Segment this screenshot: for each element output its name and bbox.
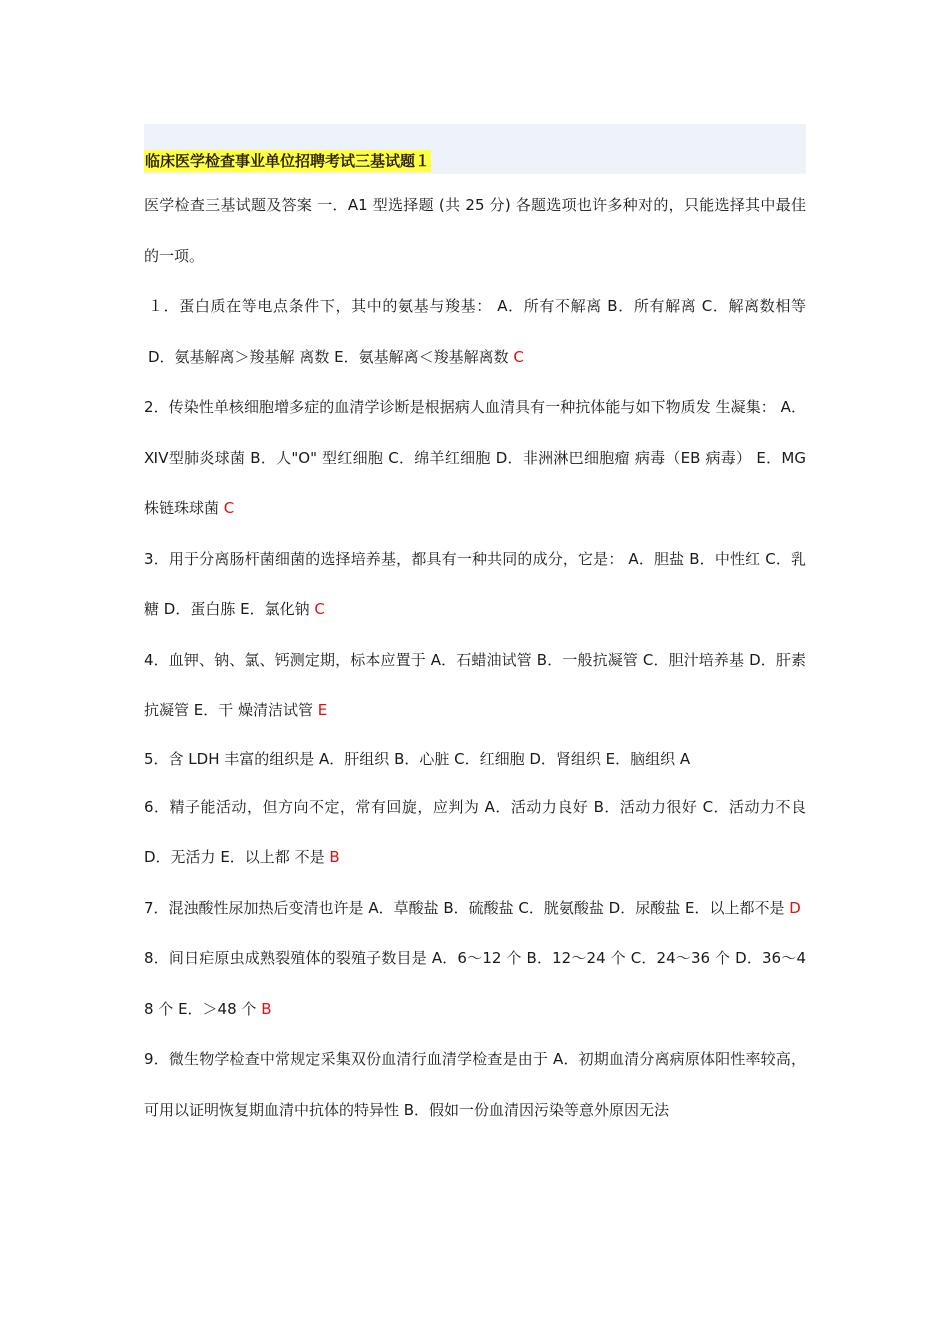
answer-key: C (314, 600, 325, 618)
question-text: 4．血钾、钠、氯、钙测定期，标本应置于 A．石蜡油试管 B．一般抗凝管 C．胆汁培养基 D．肝素抗凝管 E．干 燥清洁试管 (144, 650, 806, 719)
answer-key: E (317, 701, 328, 719)
question-7 (144, 883, 806, 934)
question-3 (144, 534, 806, 635)
question-1 (144, 281, 806, 382)
question-8 (144, 933, 806, 1034)
answer-key: C (513, 347, 524, 366)
answer-key: B (329, 848, 340, 866)
question-2 (144, 382, 806, 534)
question-4 (144, 635, 806, 736)
question-6 (144, 782, 806, 883)
question-text: 7．混浊酸性尿加热后变清也许是 A．草酸盐 B．硫酸盐 C．胱氨酸盐 D．尿酸盐 E．以上都不是 (144, 898, 785, 917)
question-text: １．蛋白质在等电点条件下，其中的氨基与羧基： A．所有不解离 B．所有解离 C．解离数相等 D．氨基解离＞羧基解 离数 E．氨基解离＜羧基解离数 (148, 297, 806, 366)
question-text: 6．精子能活动，但方向不定，常有回旋，应判为 A．活动力良好 B．活动力很好 C．活动力不良 D．无活力 E．以上都 不是 (144, 797, 806, 866)
question-5 (144, 736, 806, 782)
question-9 (144, 1034, 806, 1135)
question-text: 8．间日疟原虫成熟裂殖体的裂殖子数目是 A．6～12 个 B．12～24 个 C．24～36 个 D．36～48 个 E．＞48 个 (144, 949, 806, 1018)
answer-key: D (789, 898, 801, 917)
intro-paragraph: 医学检查三基试题及答案 一．A1 型选择题 (共 25 分) 各题选项也许多种对的，只能选择其中最佳的一项。 (144, 196, 806, 265)
question-text: 9．微生物学检查中常规定采集双份血清行血清学检查是由于 A．初期血清分离病原体阳性率较高，可用以证明恢复期血清中抗体的特异性 B．假如一份血清因污染等意外原因无法 (144, 1050, 806, 1119)
question-text: 2．传染性单核细胞增多症的血清学诊断是根据病人血清具有一种抗体能与如下物质发 生凝集： A．ⅪⅤ型肺炎球菌 B．人"O" 型红细胞 C．绵羊红细胞 D．非洲淋巴细胞瘤 病毒（EB 病毒） E．MG 株链珠球菌 (144, 398, 806, 517)
question-text: 3．用于分离肠杆菌细菌的选择培养基，都具有一种共同的成分，它是： A．胆盐 B．中性红 C．乳糖 D．蛋白胨 E．氯化钠 (144, 549, 806, 618)
answer-key: B (261, 999, 272, 1018)
document-title: 临床医学检查事业单位招聘考试三基试题１ (145, 152, 431, 170)
answer-key: C (223, 499, 235, 517)
document-body (144, 180, 806, 1135)
question-text: 5．含 LDH 丰富的组织是 A．肝组织 B．心脏 C．红细胞 D．肾组织 E．脑组织 A (144, 749, 691, 768)
